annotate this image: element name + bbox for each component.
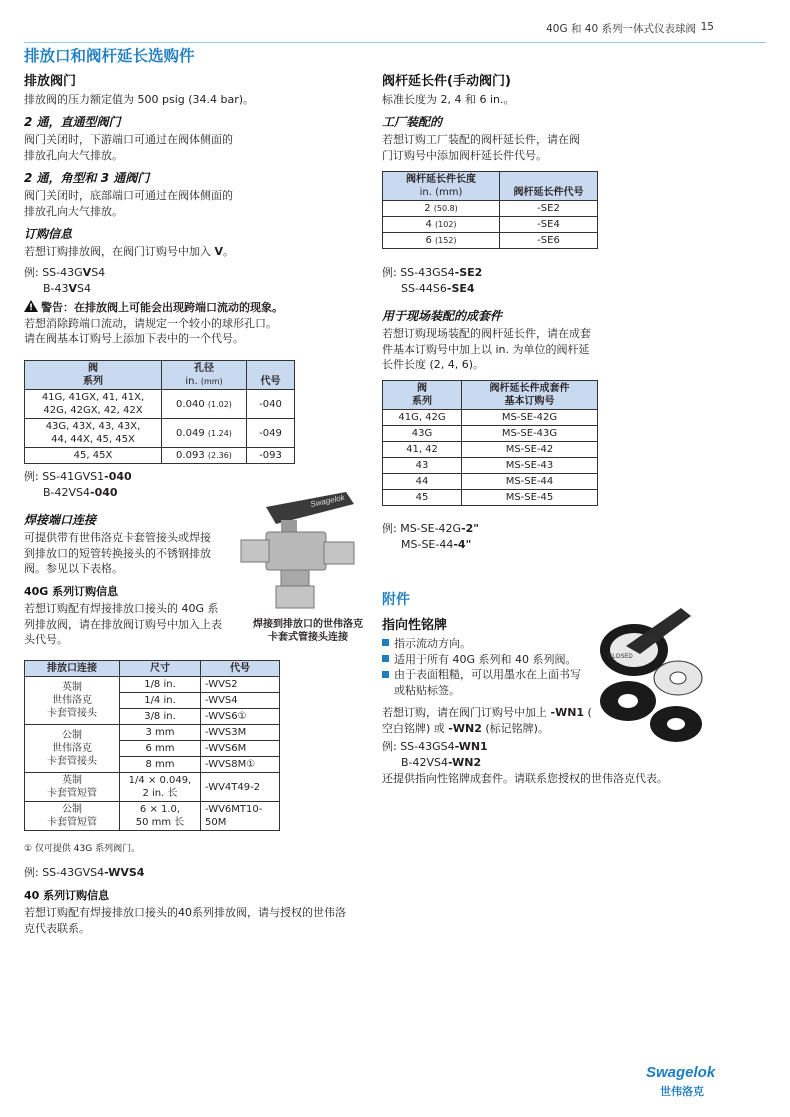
weld-port-table [24, 660, 280, 831]
valve-port-left [241, 540, 269, 562]
table-row: 43 MS-SE-43 [383, 458, 598, 474]
series40-text: 若想订购配有焊接排放口接头的40系列排放阀，请与授权的世伟洛 克代表联系。 [24, 906, 346, 935]
list-item: 由于表面粗糙，可以用墨水在上面书写 或粘贴标签。 [382, 667, 602, 698]
footnote: ① 仅可提供 43G 系列阀门。 [24, 844, 141, 854]
vent-title: 排放阀门 [24, 74, 77, 89]
field-kit-text: 若想订购现场装配的阀杆延长件，请在成套 件基本订购号中加上以 in. 为单位的阀杆延 长件长度 (2, 4, 6)。 [382, 327, 591, 371]
th-size: 尺寸 [120, 661, 201, 677]
swagelok-logo: Swagelok [646, 1064, 716, 1081]
valve-port-right [324, 542, 354, 564]
field-kit-title: 用于现场装配的成套件 [382, 309, 503, 323]
kit-table [382, 380, 598, 506]
bullet-icon [382, 671, 389, 678]
plate-label-open: OPEN [642, 638, 660, 644]
th-length: 阀杆延长件长度 in. (mm) [383, 172, 500, 201]
valve-body [266, 532, 326, 570]
table-row: 43G, 43X, 43, 43X, 44, 44X, 45, 45X 0.049 (1.24) -049 [25, 419, 295, 448]
table-row: 43G MS-SE-43G [383, 426, 598, 442]
nameplate-right-hole [670, 672, 686, 684]
th-orifice: 孔径 in. (mm) [162, 361, 247, 390]
ordering-text: 若想订购排放阀，在阀门订购号中加入 V。 [24, 245, 235, 258]
vent-port [281, 570, 309, 588]
warning: !警告：在排放阀上可能会出现跨端口流动的现象。 若想消除跨端口流动，请规定一个较小的球形孔口。 请在阀基本订购号上添加下表中的一个代号。 [24, 300, 283, 347]
table-row: 8 mm -WVS8M① [25, 757, 280, 773]
orifice-table [24, 360, 295, 464]
twoway-angle-title: 2 通，角型和 3 通阀门 [24, 171, 150, 185]
example-6: 例: SS-43GS4-WN1 B-42VS4-WN2 [382, 740, 488, 769]
list-item: 适用于所有 40G 系列和 40 系列阀。 [382, 652, 602, 668]
table-row: 45 MS-SE-45 [383, 490, 598, 506]
table-row: 6 mm -WVS6M [25, 741, 280, 757]
th-connection: 排放口连接 [25, 661, 120, 677]
th-kit-number: 阀杆延长件成套件 基本订购号 [462, 381, 598, 410]
th-kit-series: 阀 系列 [383, 381, 462, 410]
nameplate-middle-hole [618, 694, 638, 708]
table-row: 1/4 in. -WVS4 [25, 693, 280, 709]
nameplate-figure [596, 606, 706, 746]
example-5: 例: MS-SE-42G-2" MS-SE-44-4" [382, 522, 480, 551]
list-item: 指示流动方向。 [382, 636, 602, 652]
header-rule [24, 42, 766, 43]
factory-text: 若想订购工厂装配的阀杆延长件，请在阀 门订购号中添加阀杆延长件代号。 [382, 133, 580, 162]
th-series: 阀 系列 [25, 361, 162, 390]
table-row: 41G, 42G MS-SE-42G [383, 410, 598, 426]
table-row: 2 (50.8) -SE2 [383, 201, 598, 217]
series40-title: 40 系列订购信息 [24, 889, 110, 902]
table-row: 公制 世伟洛克 卡套管接头 3 mm -WVS3M [25, 725, 280, 741]
running-header: 40G 和 40 系列一体式仪表球阀 [546, 23, 696, 35]
th-code: 代号 [247, 361, 295, 390]
plate-title: 指向性铭牌 [382, 618, 448, 633]
plate-final-text: 还提供指向性铭牌成套件。请联系您授权的世伟洛克代表。 [382, 772, 668, 785]
figure-caption: 焊接到排放口的世伟洛克 卡套式管接头连接 [253, 619, 363, 643]
weld-text: 可提供带有世伟洛克卡套管接头或焊接 到排放口的短管转换接头的不锈钢排放 阀。参见以下表格。 [24, 531, 211, 575]
table-row: 6 (152) -SE6 [383, 233, 598, 249]
table-row: 41, 42 MS-SE-42 [383, 442, 598, 458]
table-row: 公制 卡套管短管 6 × 1.0, 50 mm 长 -WV6MT10-50M [25, 802, 280, 831]
twoway-angle-text: 阀门关闭时，底部端口可通过在阀体侧面的 排放孔向大气排放。 [24, 189, 233, 218]
factory-title: 工厂装配的 [382, 115, 443, 129]
th-code: 代号 [201, 661, 280, 677]
stem-extension-table [382, 171, 598, 249]
table-row: 英制 卡套管短管 1/4 × 0.049, 2 in. 长 -WV4T49-2 [25, 773, 280, 802]
twoway-straight-title: 2 通，直通型阀门 [24, 115, 121, 129]
swagelok-logo-cn: 世伟洛克 [660, 1085, 704, 1098]
bullet-icon [382, 639, 389, 646]
plate-bullets [382, 636, 602, 698]
weld-fitting [276, 586, 314, 608]
table-row: 44 MS-SE-44 [383, 474, 598, 490]
weld-valve-figure [236, 482, 376, 617]
ordering-title: 订购信息 [24, 227, 73, 241]
valve-brand-text: Swagelok [309, 492, 346, 509]
example-1: 例: SS-43GVS4 B-43VS4 [24, 266, 106, 295]
nameplate-bottom-hole [667, 718, 685, 730]
accessories-title: 附件 [382, 592, 410, 608]
plate-order-text: 若想订购，请在阀门订购号中加上 -WN1 ( 空白铭牌) 或 -WN2 (标记铭牌)。 [382, 706, 592, 735]
th-stem-code: 阀杆延长件代号 [500, 172, 598, 201]
stem-title: 阀杆延长件(手动阀门) [382, 74, 511, 89]
warning-icon [24, 300, 38, 312]
plate-label-closed: CLOSED [608, 654, 633, 660]
twoway-straight-text: 阀门关闭时，下游端口可通过在阀体侧面的 排放孔向大气排放。 [24, 133, 233, 162]
series40g-text: 若想订购配有焊接排放口接头的 40G 系 列排放阀，请在排放阀订购号中加入上表 头代号。 [24, 602, 222, 646]
series40g-title: 40G 系列订购信息 [24, 585, 119, 598]
bullet-icon [382, 655, 389, 662]
vent-text: 排放阀的压力额定值为 500 psig (34.4 bar)。 [24, 93, 255, 106]
table-row: 4 (102) -SE4 [383, 217, 598, 233]
page-title: 排放口和阀杆延长选购件 [24, 47, 195, 65]
stem-text: 标准长度为 2, 4 和 6 in.。 [382, 93, 515, 106]
example-2: 例: SS-41GVS1-040 B-42VS4-040 [24, 470, 132, 499]
example-4: 例: SS-43GS4-SE2 SS-44S6-SE4 [382, 266, 483, 295]
table-row: 41G, 41GX, 41, 41X, 42G, 42GX, 42, 42X 0.040 (1.02) -040 [25, 390, 295, 419]
page-number: 15 [700, 21, 714, 33]
example-3: 例: SS-43GVS4-WVS4 [24, 866, 145, 879]
weld-title: 焊接端口连接 [24, 513, 97, 527]
table-row: 3/8 in. -WVS6① [25, 709, 280, 725]
table-row: 45, 45X 0.093 (2.36) -093 [25, 448, 295, 464]
table-row: 英制 世伟洛克 卡套管接头 1/8 in. -WVS2 [25, 677, 280, 693]
